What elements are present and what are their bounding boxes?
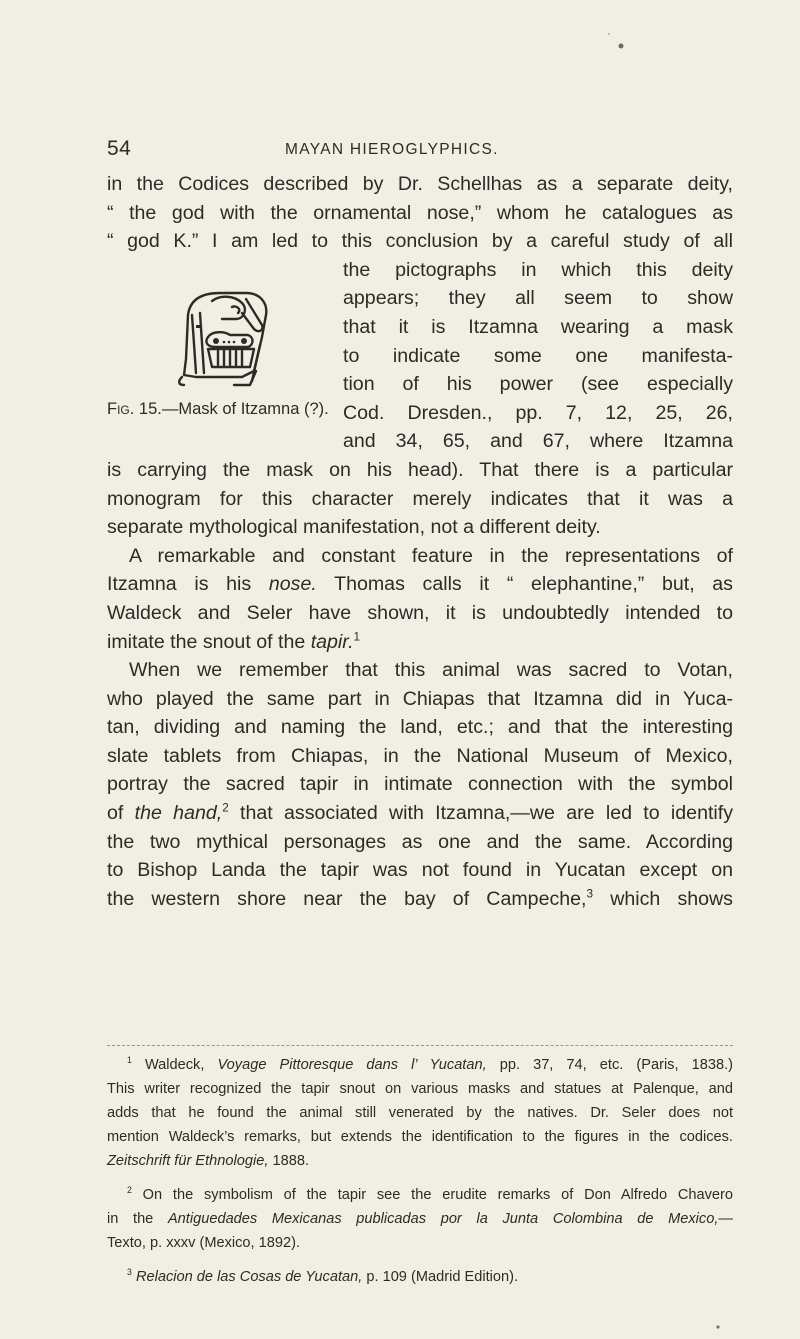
text-line: appears; they all seem to show (343, 287, 733, 310)
footnote-mark: 3 (127, 1267, 132, 1278)
text-line: “ god K.” I am led to this conclusion by a careful study of all (107, 230, 733, 253)
text-line: to Bishop Landa the tapir was not found in Yucatan except on (107, 859, 733, 882)
footnote-1 (107, 1053, 733, 1173)
text-line: and 34, 65, and 67, where Itzamna (343, 430, 733, 453)
text-line: When we remember that this animal was sacred to Votan, (129, 659, 733, 682)
footnote-mark: 1 (127, 1055, 132, 1066)
text-line: is carrying the mask on his head). That there is a particular (107, 458, 733, 481)
text-line: A remarkable and constant feature in the representations of (129, 544, 733, 567)
page-number: 54 (107, 137, 132, 160)
footnote-rule (107, 1045, 733, 1046)
emphasis-tapir: tapir. (310, 630, 354, 653)
figure-label: Fig. (107, 400, 135, 418)
text-line: separate mythological manifestation, not a different deity. (107, 516, 601, 539)
footnote-3 (107, 1265, 733, 1289)
text-line: the pictographs in which this deity (343, 258, 733, 281)
running-title: MAYAN HIEROGLYPHICS. (285, 141, 499, 158)
text-line: the western shore near the bay of Campeche,$^3$ which shows (107, 887, 733, 910)
footnote-line: adds that he found the animal still venerated by the natives. Dr. Seler does not (107, 1105, 733, 1121)
emphasis-hand: the hand, (134, 802, 223, 825)
text-line: monogram for this character merely indicates that it was a (107, 487, 733, 510)
footnote-2 (107, 1183, 733, 1255)
text-line: in the Codices described by Dr. Schellhas as a separate deity, (107, 173, 733, 195)
text-line: imitate the snout of the tapir.$^1$ (107, 629, 361, 653)
text-line: Itzamna is his nose. Thomas calls it “ elephantine,” but, as (107, 573, 733, 596)
text-line: the two mythical personages as one and the same. According (107, 830, 733, 853)
body-text (107, 170, 733, 913)
footnote-line: $^1$ Waldeck, Voyage Pittoresque dans l’ Yucatan, pp. 37, 74, etc. (Paris, 1838.) (127, 1055, 733, 1073)
footnote-line: $^3$ Relacion de las Cosas de Yucatan, p. 109 (Madrid Edition). (127, 1267, 519, 1285)
text-line: “ the god with the ornamental nose,” whom he catalogues as (107, 201, 733, 224)
text-line: of the hand,$^2$ that associated with Itzamna,—we are led to identify (107, 801, 733, 825)
figure-caption: Fig. 15.—Mask of Itzamna (?). (107, 400, 329, 418)
footnote-line: mention Waldeck’s remarks, but extends the identification to the figures in the codices. (107, 1129, 733, 1145)
text-line: that it is Itzamna wearing a mask (343, 315, 733, 338)
text-line: who played the same part in Chiapas that Itzamna did in Yuca- (107, 687, 733, 710)
text-line: portray the sacred tapir in intimate connection with the symbol (107, 773, 733, 796)
emphasis-nose: nose. (268, 573, 317, 596)
text-line: to indicate some one manifesta- (343, 344, 733, 367)
footnote-line: in the Antiguedades Mexicanas publicadas por la Junta Colombina de Mexico,— (107, 1211, 733, 1227)
text-line: Cod. Dresden., pp. 7, 12, 25, 26, (343, 401, 733, 424)
footnote-ref-2: 2 (222, 801, 229, 815)
figure-15 (107, 285, 337, 435)
page-header (107, 137, 727, 167)
text-line: tion of his power (see especially (343, 373, 733, 396)
footnote-ref-1: 1 (353, 629, 361, 643)
footnote-line: This writer recognized the tapir snout on various masks and statues at Palenque, and (107, 1081, 733, 1097)
footnote-mark: 2 (127, 1185, 132, 1196)
text-line: slate tablets from Chiapas, in the National Museum of Mexico, (107, 744, 733, 767)
mask-glyph-icon (172, 285, 277, 395)
footnote-line: $^2$ On the symbolism of the tapir see the erudite remarks of Don Alfredo Chavero (127, 1185, 733, 1203)
footnote-line: Texto, p. xxxv (Mexico, 1892). (107, 1235, 301, 1251)
text-line: Waldeck and Seler have shown, it is undoubtedly intended to (107, 601, 733, 624)
footnotes (107, 1053, 733, 1299)
text-line: tan, dividing and naming the land, etc.; and that the interesting (107, 716, 733, 739)
footnote-ref-3: 3 (586, 887, 594, 901)
footnote-line: Zeitschrift für Ethnologie, 1888. (107, 1153, 309, 1169)
